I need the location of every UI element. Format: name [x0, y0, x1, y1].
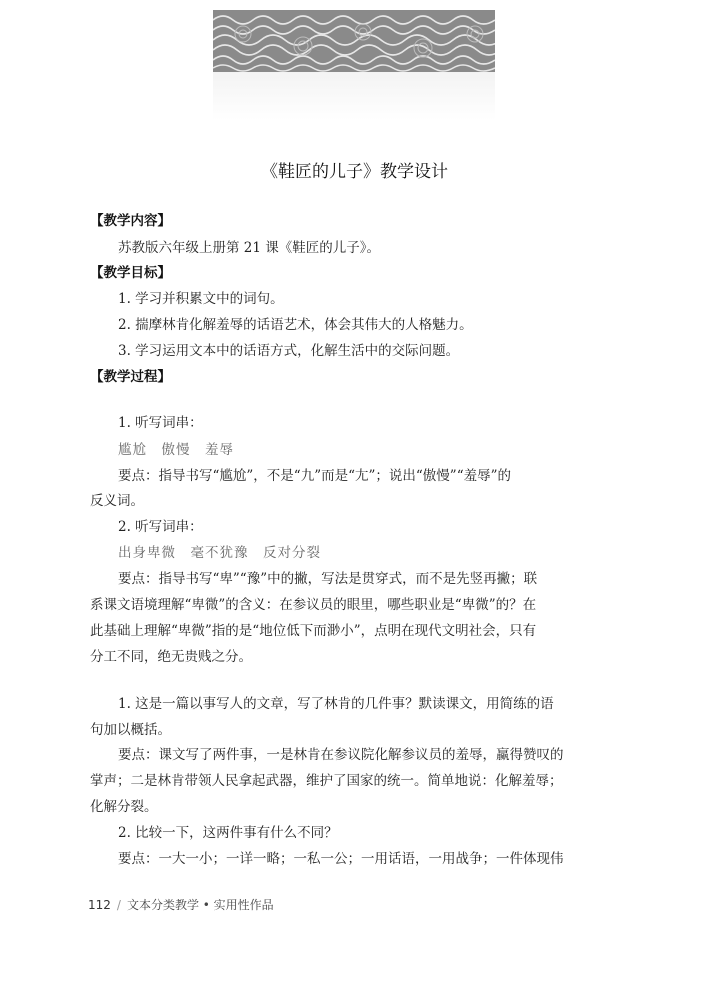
goal-item: 3. 学习运用文本中的话语方式，化解生活中的交际问题。: [118, 343, 460, 359]
question-line: 2. 比较一下，这两件事有什么不同？: [118, 825, 338, 841]
process-note-line: 要点：指导书写“尴尬”，不是“九”而是“尢”；说出“傲慢”“羞辱”的: [118, 468, 512, 484]
question-line: 句加以概括。: [90, 722, 171, 738]
section-heading-process: 【教学过程】: [90, 369, 171, 385]
vocab-words: 尴尬 傲慢 羞辱: [118, 442, 234, 458]
question-note-line: 要点：一大一小；一详一略；一私一公；一用话语，一用战争；一件体现伟: [118, 851, 564, 867]
process-item: 1. 听写词串：: [118, 415, 203, 431]
question-note-line: 掌声；二是林肯带领人民拿起武器，维护了国家的统一。简单地说：化解羞辱；: [90, 773, 563, 789]
goal-item: 2. 揣摩林肯化解羞辱的话语艺术，体会其伟大的人格魅力。: [118, 317, 473, 333]
vocab-words: 出身卑微 毫不犹豫 反对分裂: [118, 545, 321, 561]
process-note-line: 分工不同，绝无贵贱之分。: [90, 649, 252, 665]
content-text: 苏教版六年级上册第 21 课《鞋匠的儿子》。: [118, 240, 381, 256]
process-note-line: 系课文语境理解“卑微”的含义：在参议员的眼里，哪些职业是“卑微”的？在: [90, 597, 537, 613]
page-footer: [88, 896, 274, 913]
wave-pattern-icon: [213, 10, 495, 72]
section-heading-content: 【教学内容】: [90, 213, 171, 229]
process-note-line: 反义词。: [90, 493, 144, 509]
footer-separator: /: [116, 898, 121, 912]
decorative-wave-banner: [213, 10, 495, 120]
goal-item: 1. 学习并积累文中的词句。: [118, 291, 284, 307]
question-note-line: 化解分裂。: [90, 799, 158, 815]
section-heading-goals: 【教学目标】: [90, 265, 171, 281]
book-title: 文本分类教学 • 实用性作品: [126, 898, 274, 912]
process-note-line: 此基础上理解“卑微”指的是“地位低下而渺小”，点明在现代文明社会，只有: [90, 623, 537, 639]
question-line: 1. 这是一篇以事写人的文章，写了林肯的几件事？默读课文，用简练的语: [118, 696, 554, 712]
process-item: 2. 听写词串：: [118, 519, 203, 535]
page-number: 112: [88, 898, 111, 912]
process-note-line: 要点：指导书写“卑”“豫”中的撇，写法是贯穿式，而不是先竖再撇；联: [118, 571, 538, 587]
banner-fade: [213, 72, 495, 120]
page-title: 《鞋匠的儿子》教学设计: [261, 162, 448, 182]
question-note-line: 要点：课文写了两件事，一是林肯在参议院化解参议员的羞辱，赢得赞叹的: [118, 747, 564, 763]
